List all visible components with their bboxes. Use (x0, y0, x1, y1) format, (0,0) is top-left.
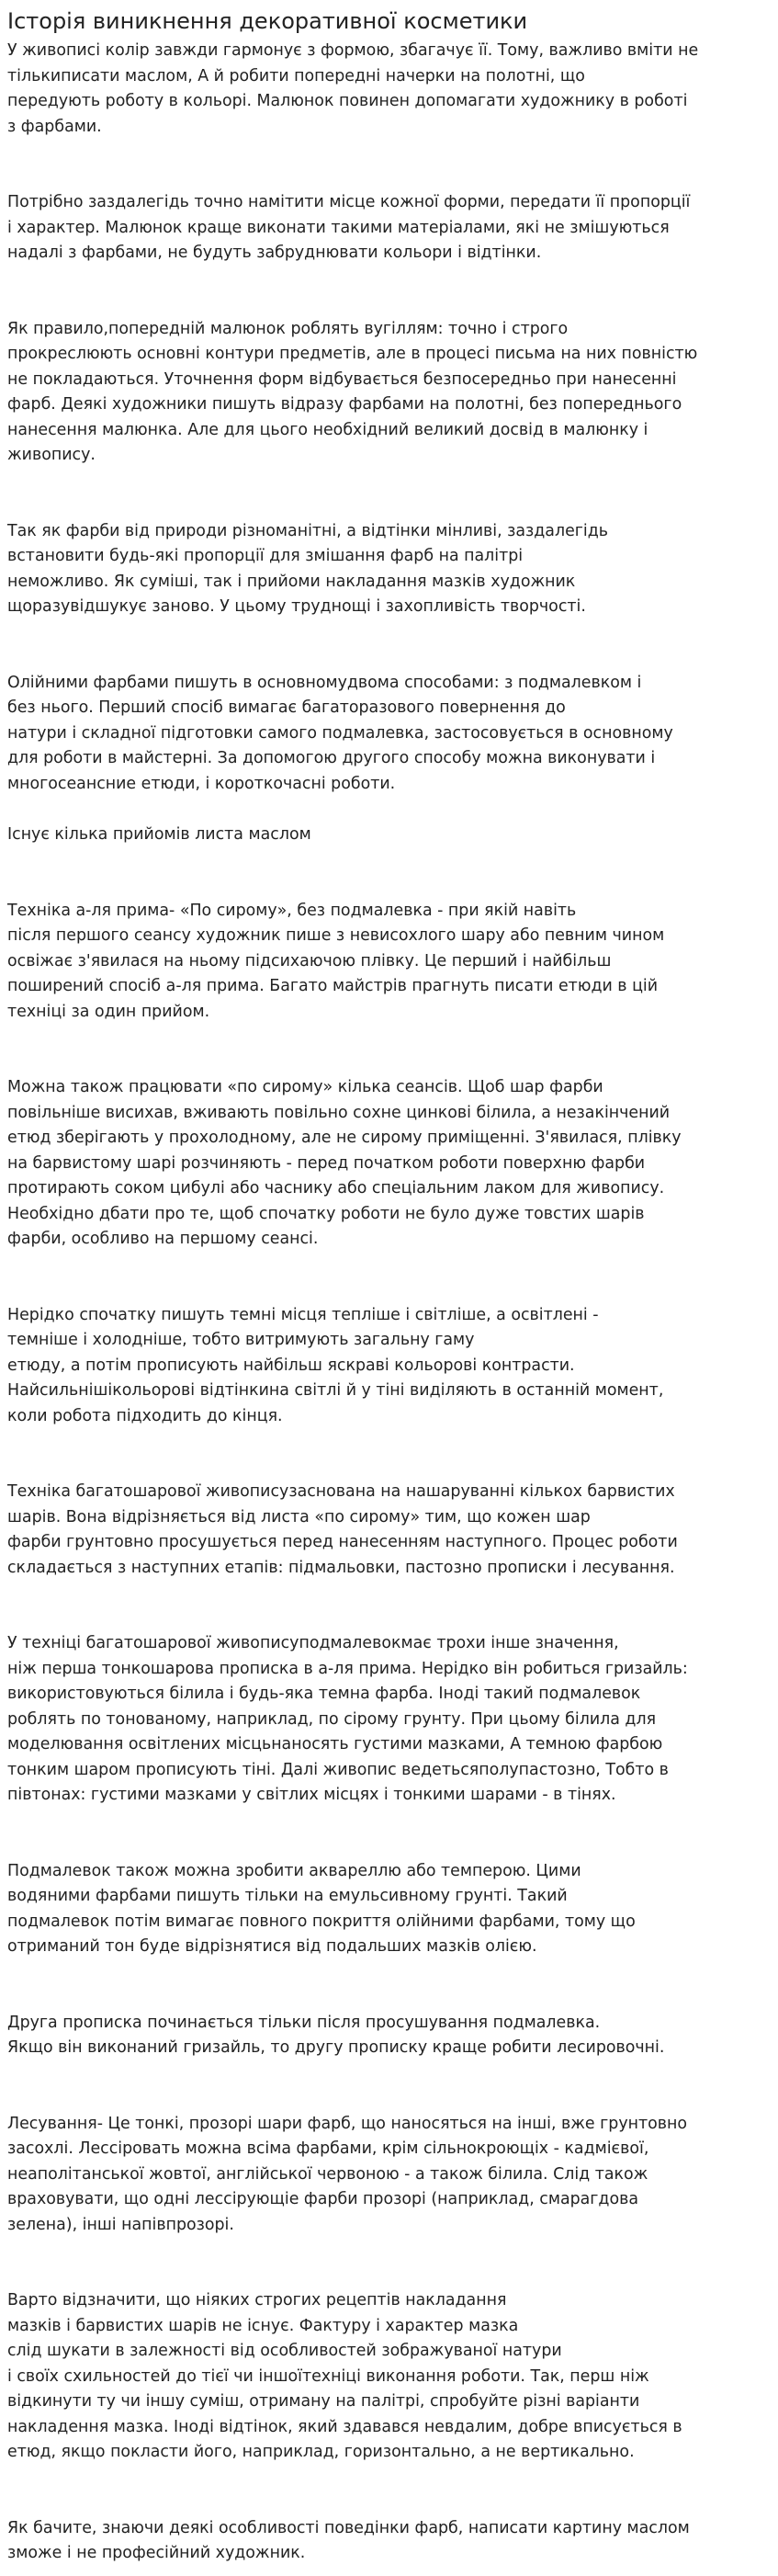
paragraph (7, 899, 772, 1026)
paragraph-gap (7, 140, 772, 190)
paragraph-line: освіжає з'явилася на ньому підсихаючою плівку. Це перший і найбільш (7, 951, 612, 970)
paragraph-line: прокреслюють основні контури предметів, але в процесі письма на них повністю (7, 345, 698, 363)
paragraph-line: роблять по тонованому, наприклад, по сірому грунту. При цьому білила для (7, 1709, 657, 1729)
paragraph-line: зможе і не професійний художник. (7, 2544, 306, 2562)
paragraph-line: техніці за один прийом. (7, 1002, 210, 1021)
paragraph-line: і своїх схильностей до тієї чи іншоїтехніці виконання роботи. Так, перш ніж (7, 2366, 649, 2386)
paragraph-line: Подмалевок також можна зробити аквареллю або темперою. Цими (7, 1861, 581, 1880)
paragraph-line: етюду, а потім прописують найбільш яскраві кольорові контрасти. (7, 1356, 575, 1375)
paragraph-line: неаполітанської жовтої, англійської червоною - а також білила. Слід також (7, 2164, 648, 2184)
paragraph (7, 1859, 772, 1960)
paragraph-line: використовуються білила і будь-яка темна фарба. Іноді такий подмалевок (7, 1685, 641, 1703)
article-title: Історія виникнення декоративної косметики (7, 8, 528, 34)
paragraph (7, 671, 772, 798)
paragraph (7, 317, 772, 469)
paragraph-line: засохлі. Лессіровать можна всіма фарбами, крім сільнокроющіх - кадмієвої, (7, 2139, 649, 2158)
paragraph-line: Існує кілька прийомів листа маслом (7, 825, 311, 844)
paragraph-line: Нерідко спочатку пишуть темні місця тепліше і світліше, а освітлені - (7, 1305, 599, 1324)
paragraph-line: зелена), інші напівпрозорі. (7, 2215, 234, 2234)
paragraph-line: тількиписати маслом, А й робити попередні начерки на полотні, що (7, 66, 585, 85)
paragraph (7, 1480, 772, 1581)
paragraph (7, 2112, 772, 2239)
paragraph-line: У живописі колір завжди гармонує з формою, збагачує її. Тому, важливо вміти не (7, 41, 699, 60)
paragraph-line: з фарбами. (7, 117, 102, 136)
paragraph-gap (7, 2238, 772, 2288)
paragraph-line: для роботи в майстерні. За допомогою другого способу можна виконувати і (7, 749, 656, 767)
paragraph-line: на барвистому шарі розчиняють - перед початком роботи поверхню фарби (7, 1153, 646, 1173)
paragraph-line: У техніці багатошарової живописуподмалевокмає трохи інше значення, (7, 1634, 619, 1652)
paragraph-line: отриманий тон буде відрізнятися від подальших мазків олією. (7, 1937, 537, 1956)
paragraph-line: Можна також працювати «по сирому» кілька сеансів. Щоб шар фарби (7, 1078, 603, 1096)
paragraph (7, 1075, 772, 1253)
paragraph-line: складається з наступних етапів: підмальовки, пастозно прописки і лесування. (7, 1558, 675, 1577)
paragraph-line: ніж перша тонкошарова прописка в а-ля прима. Нерідко він робиться гризайль: (7, 1659, 688, 1678)
paragraph (7, 2011, 772, 2061)
paragraph-gap (7, 2466, 772, 2516)
paragraph-line: щоразувідшукує заново. У цьому труднощі і захопливість творчості. (7, 597, 586, 616)
paragraph-gap (7, 267, 772, 317)
paragraph-line: многосеансние етюди, і короткочасні роботи. (7, 774, 396, 793)
paragraph-line: водяними фарбами пишуть тільки на емульсивному грунті. Такий (7, 1887, 568, 1905)
paragraph-line: враховувати, що одні лессірующіе фарби прозорі (наприклад, смарагдова (7, 2190, 639, 2208)
paragraph-line: встановити будь-які пропорції для змішання фарб на палітрі (7, 547, 524, 565)
paragraph-gap (7, 848, 772, 899)
paragraph-line: моделювання освітлених місцьнаносять густими мазками, А темною фарбою (7, 1735, 663, 1753)
paragraph-line: темніше і холодніше, тобто витримують загальну гаму (7, 1331, 475, 1349)
paragraph-line: Олійними фарбами пишуть в основномудвома способами: з подмалевком і (7, 673, 642, 692)
paragraph-gap (7, 1809, 772, 1859)
paragraph-line: Лесування- Це тонкі, прозорі шари фарб, що наносяться на інші, вже грунтовно (7, 2114, 688, 2133)
paragraph-line: протирають соком цибулі або часнику або спеціальним лаком для живопису. (7, 1179, 665, 1197)
paragraph-gap (7, 1253, 772, 1303)
paragraph-line: Найсильнішікольорові відтінкина світлі й у тіні виділяють в останній момент, (7, 1381, 664, 1400)
paragraph (7, 519, 772, 620)
article-body (7, 39, 772, 2567)
paragraph-gap (7, 2061, 772, 2112)
paragraph-gap (7, 1429, 772, 1480)
paragraph (7, 1303, 772, 1430)
paragraph-gap (7, 1025, 772, 1075)
paragraph-gap (7, 469, 772, 519)
paragraph-line: після першого сеансу художник пише з невисохлого шару або певним чином (7, 926, 665, 945)
paragraph-line: шарів. Вона відрізняється від листа «по сирому» тим, що кожен шар (7, 1507, 591, 1526)
paragraph-line: мазків і барвистих шарів не існує. Фактуру і характер мазка (7, 2316, 519, 2335)
paragraph-line: нанесення малюнка. Але для цього необхідний великий досвід в малюнку і (7, 420, 648, 439)
paragraph-line: етюд, якщо покласти його, наприклад, горизонтально, а не вертикально. (7, 2443, 635, 2461)
paragraph-line: Техніка а-ля прима- «По сирому», без подмалевка - при якій навіть (7, 901, 577, 920)
paragraph-line: Необхідно дбати про те, щоб спочатку роботи не було дуже товстих шарів (7, 1204, 645, 1223)
paragraph (7, 1631, 772, 1809)
paragraph-gap (7, 1960, 772, 2011)
paragraph-line: і характер. Малюнок краще виконати такими матеріалами, які не змішуються (7, 218, 670, 237)
paragraph-line: не покладаються. Уточнення форм відбувається безпосередньо при нанесенні (7, 369, 677, 389)
paragraph-line: неможливо. Як суміші, так і прийоми накладання мазків художник (7, 572, 576, 591)
paragraph-line: Як бачите, знаючи деякі особливості поведінки фарб, написати картину маслом (7, 2518, 690, 2537)
paragraph-line: Потрібно заздалегідь точно намітити місце кожної форми, передати її пропорції (7, 193, 691, 211)
paragraph-gap (7, 1581, 772, 1631)
paragraph (7, 823, 772, 848)
paragraph-line: тонким шаром прописують тіні. Далі живопис ведетьсяполупастозно, Тобто в (7, 1760, 669, 1779)
paragraph-line: Техніка багатошарової живописузаснована на нашаруванні кількох барвистих (7, 1482, 675, 1501)
paragraph-line: фарб. Деякі художники пишуть відразу фарбами на полотні, без попереднього (7, 395, 682, 414)
paragraph-line: фарби, особливо на першому сеансі. (7, 1230, 319, 1248)
paragraph-line: півтонах: густими мазками у світлих місцях і тонкими шарами - в тінях. (7, 1786, 616, 1804)
paragraph-gap (7, 797, 772, 823)
paragraph (7, 2288, 772, 2466)
paragraph-line: надалі з фарбами, не будуть забруднювати кольори і відтінки. (7, 244, 542, 262)
paragraph-line: подмалевок потім вимагає повного покриття олійними фарбами, тому що (7, 1912, 636, 1931)
paragraph-line: фарби грунтовно просушується перед нанесенням наступного. Процес роботи (7, 1533, 678, 1551)
paragraph-line: поширений спосіб а-ля прима. Багато майстрів прагнуть писати етюди в цій (7, 977, 659, 995)
paragraph-line: Варто відзначити, що ніяких строгих рецептів накладання (7, 2291, 507, 2309)
paragraph (7, 2516, 772, 2567)
paragraph-line: Як правило,попередній малюнок роблять вугіллям: точно і строго (7, 319, 569, 338)
paragraph-line: слід шукати в залежності від особливостей зображуваної натури (7, 2342, 562, 2360)
paragraph-line: передують роботу в кольорі. Малюнок повинен допомагати художнику в роботі (7, 92, 688, 110)
paragraph-line: живопису. (7, 446, 96, 464)
paragraph (7, 39, 772, 140)
paragraph-line: натури і складної підготовки самого подмалевка, застосовується в основному (7, 723, 673, 743)
paragraph-line: без нього. Перший спосіб вимагає багаторазового повернення до (7, 698, 566, 717)
paragraph (7, 190, 772, 267)
paragraph-line: Друга прописка починається тільки після просушування подмалевка. (7, 2013, 601, 2032)
paragraph-line: накладення мазка. Іноді відтінок, який здавався невдалим, добре вписується в (7, 2417, 682, 2436)
paragraph-line: Якщо він виконаний гризайль, то другу прописку краще робити лесировочні. (7, 2038, 665, 2057)
paragraph-gap (7, 620, 772, 671)
paragraph-line: коли робота підходить до кінця. (7, 1406, 283, 1425)
paragraph-line: Так як фарби від природи різноманітні, а відтінки мінливі, заздалегідь (7, 521, 609, 540)
paragraph-line: етюд зберігають у прохолодному, але не сирому приміщенні. З'явилася, плівку (7, 1129, 682, 1147)
paragraph-line: відкинути ту чи іншу суміш, отриману на палітрі, спробуйте різні варіанти (7, 2392, 640, 2411)
paragraph-line: повільніше висихав, вживають повільно сохне цинкові білила, а незакінчений (7, 1103, 671, 1122)
